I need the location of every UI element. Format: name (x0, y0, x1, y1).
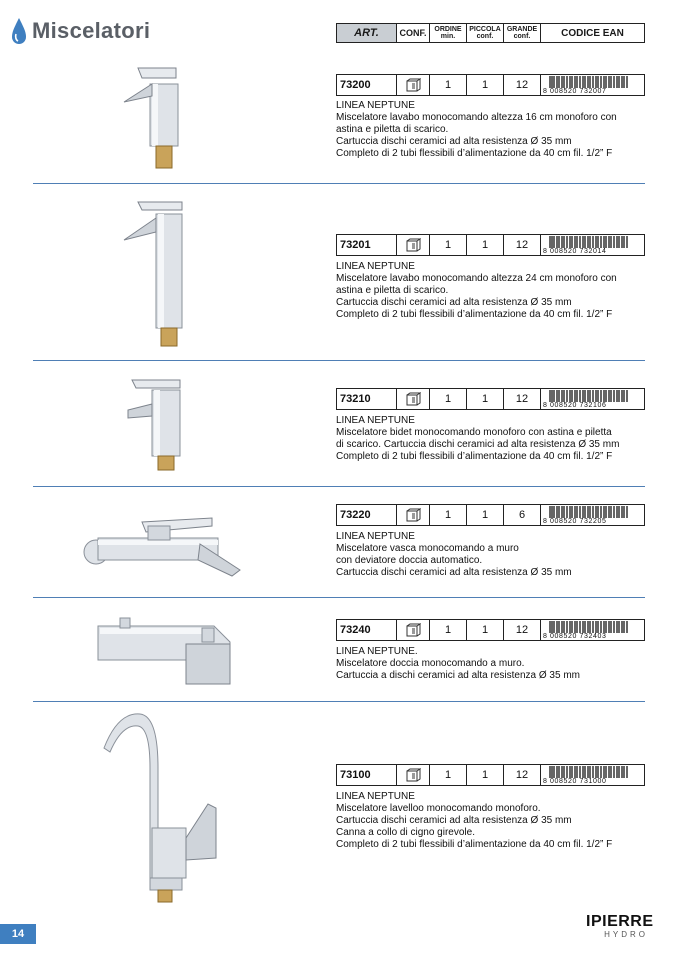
conf-cell (397, 389, 430, 409)
desc-line: con deviatore doccia automatico. (336, 555, 483, 566)
header-conf: CONF. (397, 24, 430, 42)
desc-line: Completo di 2 tubi flessibili d’alimentazione da 40 cm fil. 1/2” F (336, 148, 613, 159)
small-pack: 1 (467, 389, 504, 409)
barcode-icon (549, 236, 629, 248)
box-icon (405, 508, 421, 522)
ean-number: 8 008520 732205 (543, 518, 607, 525)
page-title-text: Miscelatori (32, 18, 151, 43)
large-pack: 6 (504, 505, 541, 525)
min-order: 1 (430, 765, 467, 785)
product-row-73220 (336, 504, 645, 526)
conf-cell (397, 75, 430, 95)
ean-number: 8 008520 732007 (543, 88, 607, 95)
faucet-image (112, 62, 202, 172)
min-order: 1 (430, 75, 467, 95)
desc-line: Completo di 2 tubi flessibili d’alimentazione da 40 cm fil. 1/2” F (336, 839, 613, 850)
large-pack: 12 (504, 765, 541, 785)
product-description (336, 100, 636, 160)
desc-line: Completo di 2 tubi flessibili d’alimentazione da 40 cm fil. 1/2” F (336, 451, 613, 462)
min-order: 1 (430, 389, 467, 409)
small-pack: 1 (467, 505, 504, 525)
box-icon (405, 238, 421, 252)
header-grande (504, 24, 541, 42)
desc-line: astina e piletta di scarico. (336, 124, 449, 135)
small-pack: 1 (467, 235, 504, 255)
product-description (336, 531, 636, 579)
barcode-icon (549, 621, 629, 633)
large-pack: 12 (504, 389, 541, 409)
desc-line: Miscelatore lavabo monocomando altezza 24 cm monoforo con (336, 273, 617, 284)
min-order: 1 (430, 505, 467, 525)
product-description (336, 791, 636, 851)
product-row-73201 (336, 234, 645, 256)
divider (33, 597, 645, 598)
product-description (336, 261, 636, 321)
box-icon (405, 623, 421, 637)
art-code: 73210 (337, 389, 397, 409)
art-code: 73220 (337, 505, 397, 525)
large-pack: 12 (504, 75, 541, 95)
product-row-73200 (336, 74, 645, 96)
header-piccola-1: PICCOLA (469, 26, 501, 33)
conf-cell (397, 620, 430, 640)
header-piccola (467, 24, 504, 42)
art-code: 73201 (337, 235, 397, 255)
brand-sub: HYDRO (604, 930, 648, 939)
brand-name: IPIERRE (586, 913, 654, 930)
box-icon (405, 768, 421, 782)
ean-cell (541, 75, 644, 95)
header-piccola-2: conf. (476, 33, 494, 40)
desc-line: Cartuccia dischi ceramici ad alta resistenza Ø 35 mm (336, 815, 572, 826)
header-ordine-1: ORDINE (434, 26, 462, 33)
divider (33, 360, 645, 361)
ean-cell (541, 389, 644, 409)
desc-line: Miscelatore lavelloo monocomando monoforo. (336, 803, 541, 814)
large-pack: 12 (504, 620, 541, 640)
small-pack: 1 (467, 765, 504, 785)
ean-cell (541, 765, 644, 785)
header-ordine (430, 24, 467, 42)
ean-cell (541, 235, 644, 255)
desc-line: LINEA NEPTUNE (336, 791, 415, 802)
faucet-image (118, 198, 198, 348)
min-order: 1 (430, 620, 467, 640)
product-row-73210 (336, 388, 645, 410)
barcode-icon (549, 76, 629, 88)
barcode-icon (549, 390, 629, 402)
page-number: 14 (0, 924, 36, 944)
small-pack: 1 (467, 75, 504, 95)
product-row-73100 (336, 764, 645, 786)
product-description (336, 415, 636, 463)
conf-cell (397, 235, 430, 255)
large-pack: 12 (504, 235, 541, 255)
ean-number: 8 008520 732403 (543, 633, 607, 640)
faucet-image (94, 614, 234, 688)
box-icon (405, 392, 421, 406)
box-icon (405, 78, 421, 92)
header-grande-2: conf. (513, 33, 531, 40)
desc-line: Miscelatore bidet monocomando monoforo con astina e piletta (336, 427, 612, 438)
faucet-image (82, 504, 244, 584)
header-art: ART. (337, 24, 397, 42)
page-title (10, 16, 150, 46)
brand-logo (586, 913, 654, 940)
barcode-icon (549, 506, 629, 518)
column-header (336, 23, 645, 43)
ean-number: 8 008520 731000 (543, 778, 607, 785)
faucet-image (96, 708, 226, 904)
desc-line: Miscelatore doccia monocomando a muro. (336, 658, 525, 669)
ean-number: 8 008520 732106 (543, 402, 607, 409)
desc-line: di scarico. Cartuccia dischi ceramici ad alta resistenza Ø 35 mm (336, 439, 620, 450)
desc-line: LINEA NEPTUNE. (336, 646, 418, 657)
desc-line: Miscelatore lavabo monocomando altezza 16 cm monoforo con (336, 112, 617, 123)
product-description (336, 646, 636, 682)
ean-number: 8 008520 732014 (543, 248, 607, 255)
desc-line: LINEA NEPTUNE (336, 261, 415, 272)
divider (33, 183, 645, 184)
desc-line: Completo di 2 tubi flessibili d’alimentazione da 40 cm fil. 1/2” F (336, 309, 613, 320)
header-ean: CODICE EAN (561, 27, 624, 39)
min-order: 1 (430, 235, 467, 255)
desc-line: Miscelatore vasca monocomando a muro (336, 543, 519, 554)
art-code: 73100 (337, 765, 397, 785)
header-ordine-2: min. (440, 33, 456, 40)
ean-cell (541, 620, 644, 640)
divider (33, 701, 645, 702)
desc-line: Cartuccia a dischi ceramici ad alta resistenza Ø 35 mm (336, 670, 580, 681)
conf-cell (397, 505, 430, 525)
art-code: 73240 (337, 620, 397, 640)
conf-cell (397, 765, 430, 785)
divider (33, 486, 645, 487)
small-pack: 1 (467, 620, 504, 640)
art-code: 73200 (337, 75, 397, 95)
desc-line: LINEA NEPTUNE (336, 415, 415, 426)
desc-line: Cartuccia dischi ceramici ad alta resistenza Ø 35 mm (336, 136, 572, 147)
desc-line: LINEA NEPTUNE (336, 531, 415, 542)
desc-line: Canna a collo di cigno girevole. (336, 827, 475, 838)
desc-line: Cartuccia dischi ceramici ad alta resistenza Ø 35 mm (336, 297, 572, 308)
header-grande-1: GRANDE (506, 26, 538, 33)
ean-cell (541, 505, 644, 525)
product-row-73240 (336, 619, 645, 641)
water-drop-icon (10, 16, 28, 46)
desc-line: Cartuccia dischi ceramici ad alta resistenza Ø 35 mm (336, 567, 572, 578)
barcode-icon (549, 766, 629, 778)
desc-line: LINEA NEPTUNE (336, 100, 415, 111)
faucet-image (112, 376, 192, 472)
desc-line: astina e piletta di scarico. (336, 285, 449, 296)
